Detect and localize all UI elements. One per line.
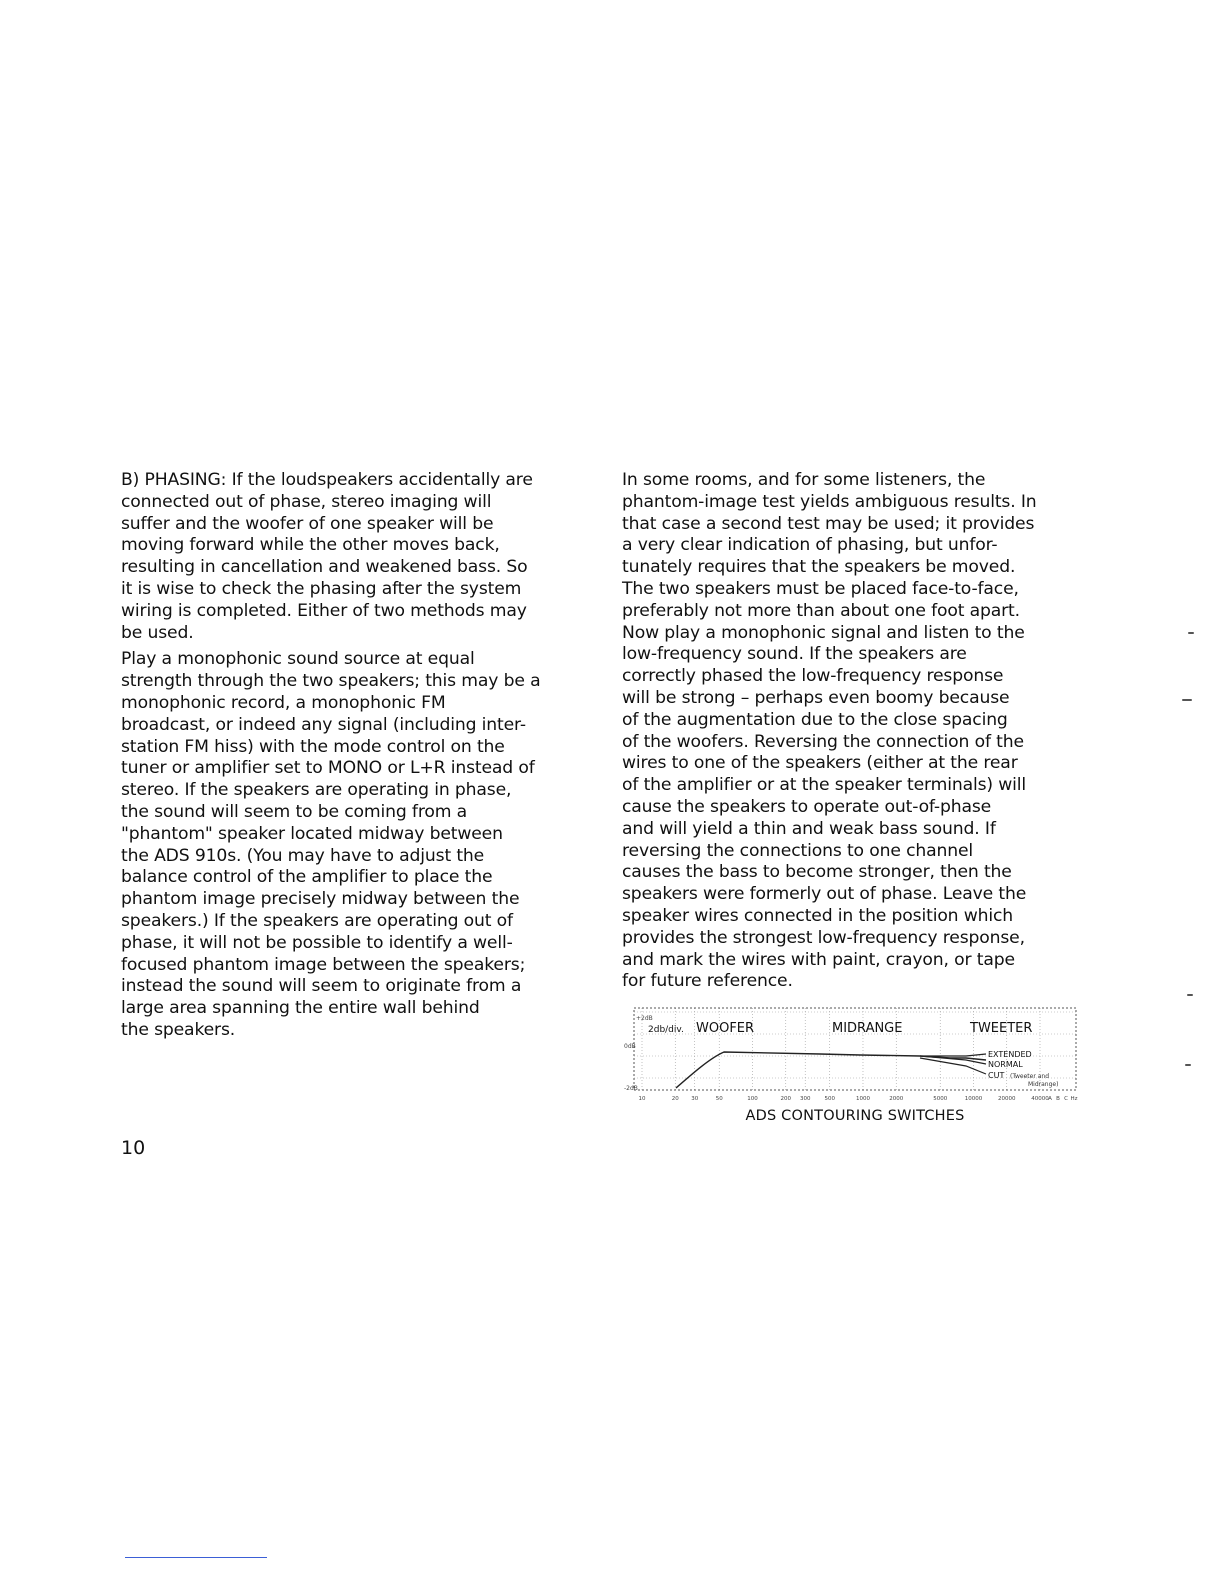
- x-tick-label: 30: [691, 1096, 699, 1102]
- scale-label: 2db/div.: [648, 1025, 684, 1035]
- x-axis-ticks: [639, 1096, 1078, 1102]
- x-tick-label: 20: [671, 1096, 679, 1102]
- bottom-rule: [125, 1557, 267, 1558]
- figure-caption: ADS CONTOURING SWITCHES: [745, 1108, 965, 1124]
- switch-label-cut: CUT: [988, 1071, 1005, 1080]
- left-column: [121, 470, 581, 1042]
- x-tick-label: 500: [824, 1096, 835, 1102]
- x-tick-label: 20000: [997, 1096, 1016, 1102]
- x-tick-label: 50: [715, 1096, 723, 1102]
- contouring-switches-figure: [620, 1000, 1090, 1120]
- y-label-mid: 0dB: [624, 1043, 636, 1050]
- curve-extended: [920, 1054, 986, 1056]
- y-label-bottom: -2dB: [624, 1085, 638, 1092]
- band-label-midrange: MIDRANGE: [832, 1021, 903, 1036]
- x-tick-label: 1000: [855, 1096, 870, 1102]
- x-tick-label: 300: [799, 1096, 811, 1102]
- x-axis-letter: B: [1056, 1096, 1060, 1102]
- margin-speck: [1187, 994, 1193, 996]
- margin-speck: [1182, 699, 1192, 701]
- x-tick-label: 200: [780, 1096, 792, 1102]
- switch-label-normal: NORMAL: [988, 1060, 1023, 1069]
- x-tick-label: 40000: [1031, 1096, 1049, 1102]
- x-axis-letter: C: [1064, 1096, 1068, 1102]
- paragraph-face-to-face-test: In some rooms, and for some listeners, the phantom-image test yields ambiguous results. In that case a second test may be used; it provides a very clear indication of phasing, but unfor- tunately requires that the speakers be moved. The two speakers must be placed face-to-face, preferably not more than about one foot apart. Now play a monophonic signal and listen to the low-frequency sound. If the speakers are correctly phased the low-frequency response will be strong – perhaps even boomy because of the augmentation due to the close spacing of the woofers. Reversing the connection of the wires to one of the speakers (either at the rear of the amplifier or at the speaker terminals) will cause the speakers to operate out-of-phase and will yield a thin and weak bass sound. If reversing the connections to one channel causes the bass to become stronger, then the speakers were formerly out of phase. Leave the speaker wires connected in the position which provides the strongest low-frequency response, and mark the wires with paint, crayon, or tape for future reference.: [622, 470, 1037, 992]
- cut-note-2: Midrange): [1028, 1081, 1059, 1088]
- x-tick-label: 10000: [964, 1096, 983, 1102]
- y-label-top: +2dB: [636, 1015, 653, 1022]
- band-label-tweeter: TWEETER: [970, 1021, 1033, 1036]
- margin-speck: [1188, 632, 1194, 634]
- x-tick-label: 100: [747, 1096, 758, 1102]
- x-tick-label: 10: [638, 1096, 646, 1102]
- page-number: 10: [121, 1137, 146, 1159]
- cut-note: (Tweeter and: [1010, 1073, 1050, 1080]
- switch-label-extended: EXTENDED: [988, 1050, 1032, 1059]
- paragraph-monophonic-test: Play a monophonic sound source at equal strength through the two speakers; this may be a monophonic record, a monophonic FM broadcast, or indeed any signal (including inter- station FM hiss) with the mode control on the tuner or amplifier set to MONO or L+R instead of stereo. If the speakers are operating in phase, the sound will seem to be coming from a "phantom" speaker located midway between the ADS 910s. (You may have to adjust the balance control of the amplifier to place the phantom image precisely midway between the speakers.) If the speakers are operating out of phase, it will not be possible to identify a well- focused phantom image between the speakers; instead the sound will seem to originate from a large area spanning the entire wall behind the speakers.: [121, 649, 541, 1040]
- x-axis-letter: A: [1048, 1096, 1052, 1102]
- margin-speck: [1185, 1064, 1191, 1066]
- x-tick-label: 2000: [889, 1096, 904, 1102]
- curve-cut: [920, 1058, 986, 1074]
- x-tick-label: 5000: [933, 1096, 948, 1102]
- response-graph: [620, 1000, 1090, 1110]
- right-column: [622, 470, 1084, 993]
- paragraph-phasing-intro: B) PHASING: If the loudspeakers accidentally are connected out of phase, stereo imaging will suffer and the woofer of one speaker will be moving forward while the other moves back, resulting in cancellation and weakened bass. So it is wise to check the phasing after the system wiring is completed. Either of two methods may be used.: [121, 470, 533, 643]
- x-axis-letter: Hz: [1070, 1096, 1078, 1102]
- band-label-woofer: WOOFER: [696, 1021, 755, 1036]
